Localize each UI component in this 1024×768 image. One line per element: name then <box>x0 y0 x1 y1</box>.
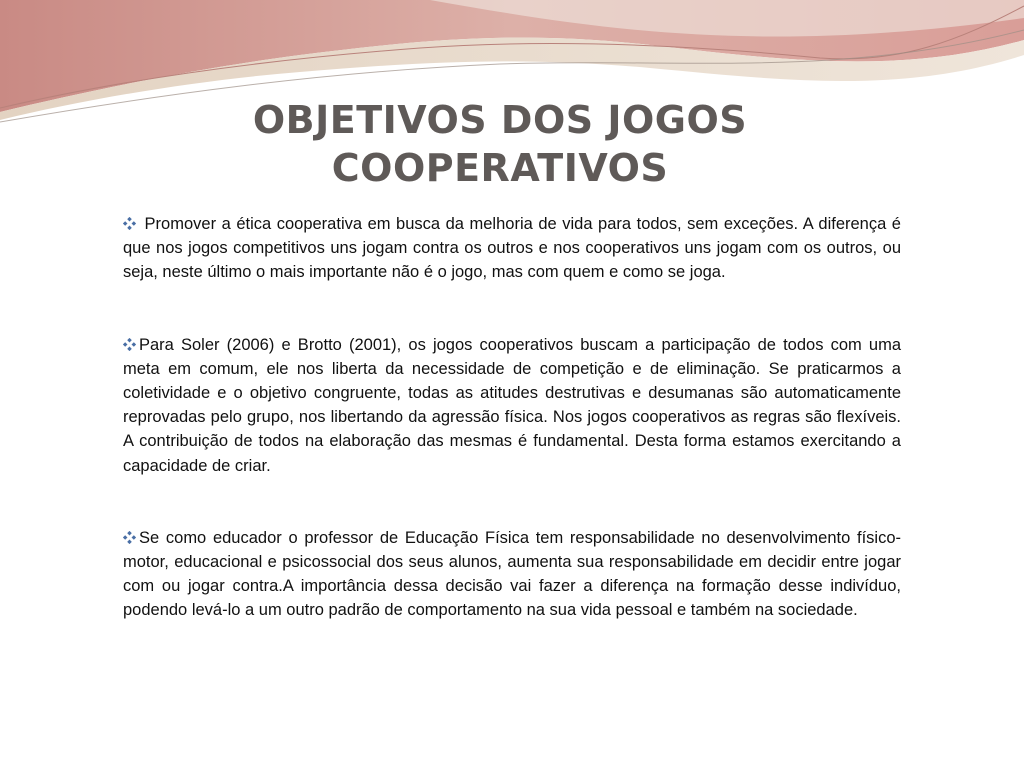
paragraph-2-text: Para Soler (2006) e Brotto (2001), os jogos cooperativos buscam a participação de todos com uma meta em comum, ele nos liberta da necessidade de competição e de eliminação. Se praticarmos a coletividade e o objetivo congruente, todas as atitudes destrutivas e desumanas são automaticamente reprovadas pelo grupo, nos libertando da agressão física. Nos jogos cooperativos as regras são flexíveis. A contribuição de todos na elaboração das mesmas é fundamental. Desta forma estamos exercitando a capacidade de criar. <box>123 335 901 475</box>
slide-title <box>200 96 800 192</box>
paragraph-3-text: Se como educador o professor de Educação Física tem responsabilidade no desenvolvimento físico-motor, educacional e psicossocial dos seus alunos, aumenta sua responsabilidade em decidir entre jogar com ou jogar contra.A importância dessa decisão vai fazer a diferença na formação desse indivíduo, podendo levá-lo a um outro padrão de comportamento na sua vida pessoal e também na sociedade. <box>123 528 901 620</box>
paragraph-1 <box>123 212 901 285</box>
paragraph-1-text: Promover a ética cooperativa em busca da melhoria de vida para todos, sem exceções. A diferença é que nos jogos competitivos uns jogam contra os outros e nos cooperativos uns jogam com os outros, ou seja, neste último o mais importante não é o jogo, mas com quem e como se joga. <box>123 215 901 282</box>
slide-title-line1: OBJETIVOS DOS JOGOS <box>252 98 748 142</box>
diamond-dots-icon <box>123 338 136 351</box>
paragraph-2 <box>123 333 901 478</box>
diamond-dots-icon <box>123 531 136 544</box>
slide-title-line2: COOPERATIVOS <box>331 146 669 190</box>
diamond-dots-icon <box>123 217 136 230</box>
paragraph-3 <box>123 526 901 623</box>
slide-body <box>123 212 901 623</box>
